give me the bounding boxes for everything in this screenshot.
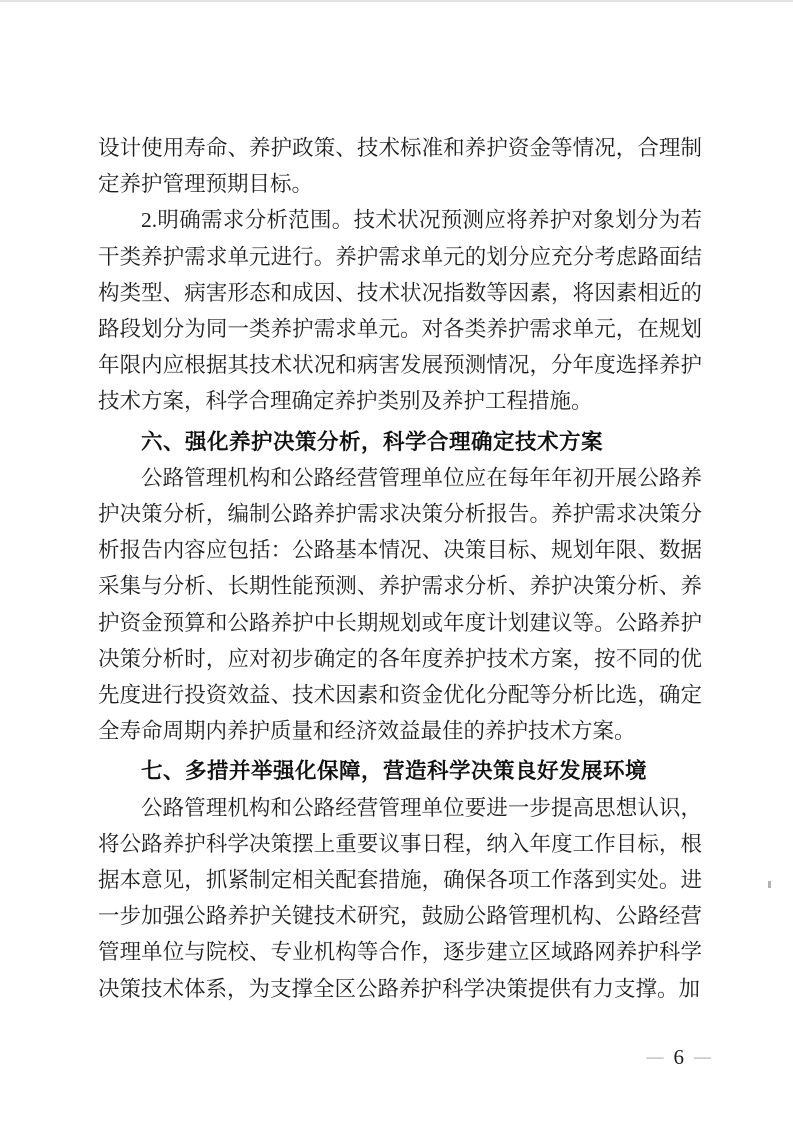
document-body (98, 130, 702, 1007)
page-number-left-dash: — (646, 1047, 664, 1066)
paragraph-section-seven: 公路管理机构和公路经营管理单位要进一步提高思想认识，将公路养护科学决策摆上重要议事日程，纳入年度工作目标，根据本意见，抓紧制定相关配套措施，确保各项工作落到实处。进一步加强公路养护关键技术研究，鼓励公路管理机构、公路经营管理单位与院校、专业机构等合作，逐步建立区域路网养护科学决策技术体系，为支撑全区公路养护科学决策提供有力支撑。加 (98, 795, 702, 1001)
scan-artifact-speck (768, 881, 771, 888)
footer-page-number (647, 1044, 712, 1072)
paragraph-item-2: 2.明确需求分析范围。技术状况预测应将养护对象划分为若干类养护需求单元进行。养护需求单元的划分应充分考虑路面结构类型、病害形态和成因、技术状况指数等因素，将因素相近的路段划分为同一类养护需求单元。对各类养护需求单元，在规划年限内应根据其技术状况和病害发展预测情况，分年度选择养护技术方案，科学合理确定养护类别及养护工程措施。 (98, 208, 702, 414)
section-heading-six: 六、强化养护决策分析，科学合理确定技术方案 (141, 429, 604, 454)
page-number-right-dash: — (694, 1047, 711, 1066)
page-number-value: 6 (673, 1045, 684, 1069)
paragraph-continued: 设计使用寿命、养护政策、技术标准和养护资金等情况，合理制定养护管理预期目标。 (98, 136, 702, 197)
paragraph-section-six: 公路管理机构和公路经营管理单位应在每年年初开展公路养护决策分析，编制公路养护需求决策分析报告。养护需求决策分析报告内容应包括：公路基本情况、决策目标、规划年限、数据采集与分析、长期性能预测、养护需求分析、养护决策分析、养护资金预算和公路养护中长期规划或年度计划建议等。公路养护决策分析时，应对初步确定的各年度养护技术方案，按不同的优先度进行投资效益、技术因素和资金优化分配等分析比选，确定全寿命周期内养护质量和经济效益最佳的养护技术方案。 (98, 465, 702, 744)
section-heading-seven: 七、多措并举强化保障，营造科学决策良好发展环境 (141, 759, 648, 784)
scan-artifact-top-edge (0, 0, 793, 2)
